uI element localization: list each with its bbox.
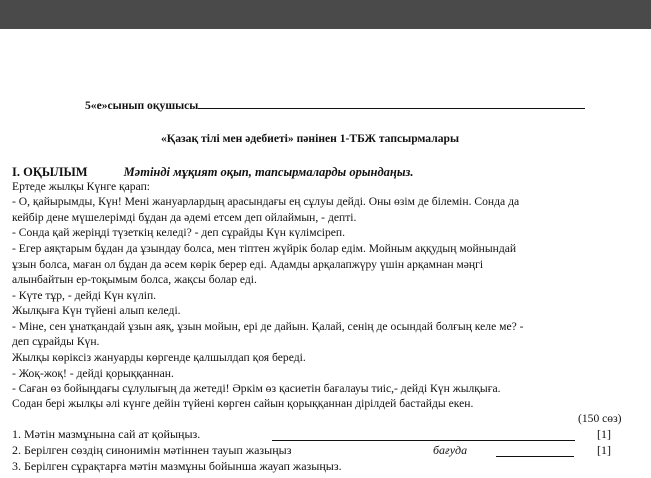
section-instruction: Мәтінді мұқият оқып, тапсырмаларды орындаңыз.	[123, 165, 414, 179]
section-heading	[12, 165, 414, 179]
text-line: кейбір дене мүшелерімді бұдан да әдемі етсем деп ойлаймын, - депті.	[12, 211, 357, 224]
text-line: - Жоқ-жоқ! - дейді қорыққаннан.	[12, 367, 174, 380]
question-text: 3. Берілген сұрақтарға мәтін мазмұны бойынша жауап жазыңыз.	[12, 459, 342, 473]
section-label: I. ОҚЫЛЫМ	[12, 165, 88, 179]
text-line: - О, қайырымды, Күн! Мені жануарлардың арасындағы ең сұлуы дейді. Оны өзім де білемін. Сонда да	[12, 195, 520, 208]
student-name-line	[85, 98, 585, 113]
name-blank[interactable]	[198, 98, 585, 109]
question-3	[12, 459, 342, 473]
text-line: ұзын болса, маған ол бұдан да әсем көрік берер еді. Адамды арқалапжүру үшін арқамнан мәңгі	[12, 258, 484, 271]
text-line: - Саған өз бойыңдағы сұлулығың да жетеді! Әркім өз қасиетін бағалауы тиіс,- дейді Күн жылқыға.	[12, 382, 501, 395]
text-line: - Күте тұр, - дейді Күн күліп.	[12, 289, 157, 302]
text-line: - Егер аяқтарым бұдан да ұзындау болса, мен тіптен жүйрік болар едім. Мойным аққудың мойнындай	[12, 242, 517, 255]
text-line: Жылқыға Күн түйені алып келеді.	[12, 304, 181, 317]
text-line: алынбайтын ер-тоқымым болса, жақсы болар еді.	[12, 273, 257, 286]
student-label: 5«е»сынып оқушысы	[85, 99, 199, 112]
word-count: (150 сөз)	[578, 412, 622, 425]
text-line: Жылқы көріксіз жануарды көргенде қалшылдап қоя береді.	[12, 351, 306, 364]
question-2-word: бағуда	[433, 443, 468, 457]
question-2	[12, 443, 291, 457]
text-line: деп сұрайды Күн.	[12, 335, 100, 348]
question-1-points: [1]	[597, 427, 611, 441]
question-text: 1. Мәтін мазмұнына сай ат қойыңыз.	[12, 427, 201, 441]
question-1	[12, 427, 200, 441]
question-2-points: [1]	[597, 443, 611, 457]
viewer-top-bar	[0, 0, 651, 29]
document-page	[0, 29, 651, 478]
document-title: «Қазақ тілі мен әдебиеті» пәнінен 1-ТБЖ тапсырмалары	[161, 132, 459, 145]
question-text: 2. Берілген сөздің синонимін мәтіннен тауып жазыңыз	[12, 443, 292, 457]
text-line: Содан бері жылқы әлі күнге дейін түйені көрген сайын қорыққаннан дірілдей бастайды екен.	[12, 397, 474, 410]
text-line: - Сонда қай жеріңді түзеткің келеді? - деп сұрайды Күн күлімсіреп.	[12, 226, 346, 239]
question-2-answer-blank[interactable]	[496, 446, 574, 457]
question-1-answer-blank[interactable]	[272, 430, 575, 441]
text-line: Ертеде жылқы Күнге қарап:	[12, 180, 151, 193]
text-line: - Міне, сен ұнатқандай ұзын аяқ, ұзын мойын, ері де дайын. Қалай, сенің де осындай болғың келе ме? -	[12, 320, 524, 333]
